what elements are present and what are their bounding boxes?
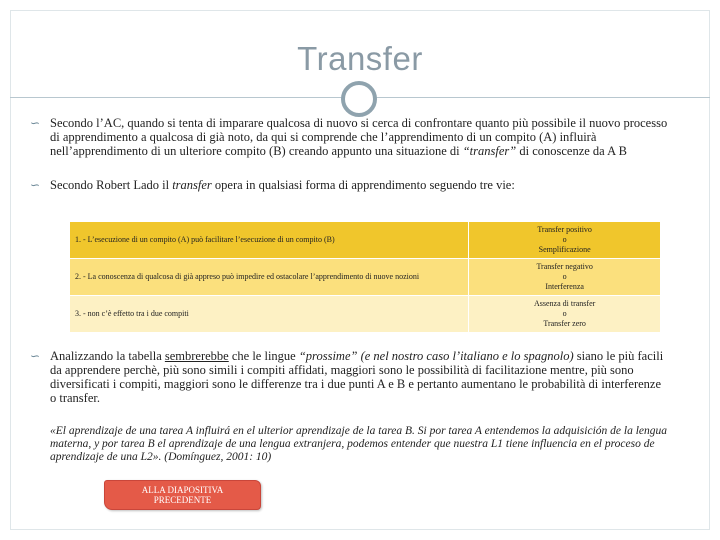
type-label: Transfer negativo (536, 262, 593, 271)
table-row (70, 222, 661, 259)
table-cell-type (469, 259, 661, 296)
bullet-text-part: siano le più facili da apprendere perchè, più sono simili i compiti affidati, maggiori sono le possibilità di facilitazione mentre, più sono diversificati i compiti, maggiori sono le differenze tra i due punti A e B e pertanto aumentano le probabilità di interferenze o transfer. (50, 349, 664, 405)
previous-slide-button[interactable] (104, 480, 261, 510)
bullet-text-part: Secondo l’AC, quando si tenta di imparare qualcosa di nuovo si cerca di confrontare quanto più possibile il nuovo processo di apprendimento a qualcosa di già noto, da qui si comprende che l’apprendimento di un compito (A) influirà nell’apprendimento di un ulteriore compito (B) creando appunto una situazione di (50, 116, 668, 158)
type-label-alt: Interferenza (545, 282, 584, 291)
bullet-emphasis: “transfer” (462, 144, 517, 158)
type-separator: o (562, 309, 567, 318)
bullet-text (30, 178, 670, 192)
type-label-alt: Semplificazione (538, 245, 591, 254)
swash-bullet-icon: ∽ (30, 178, 41, 192)
button-label-line: ALLA DIAPOSITIVA (141, 485, 224, 495)
type-label: Assenza di transfer (533, 299, 596, 308)
type-label-alt: Transfer zero (543, 319, 586, 328)
transfer-table (69, 221, 661, 333)
type-label: Transfer positivo (537, 225, 592, 234)
table-row (70, 296, 661, 333)
bullet-text-part: Secondo Robert Lado il (50, 178, 173, 192)
bullet-text-part: opera in qualsiasi forma di apprendimento seguendo tre vie: (211, 178, 515, 192)
bullet-text (30, 349, 670, 405)
table-cell-description: 2. - La conoscenza di qualcosa di già appreso può impedire ed ostacolare l’apprendimento di nuove nozioni (70, 259, 469, 296)
bullet-text-part: Analizzando la tabella (50, 349, 165, 363)
table-row (70, 259, 661, 296)
table-cell-description: 3. - non c’è effetto tra i due compiti (70, 296, 469, 333)
bullet-underline: sembrerebbe (164, 349, 229, 363)
type-separator: o (562, 272, 567, 281)
bullet-text-part: di conoscenze da A B (516, 144, 627, 158)
bullet-text (30, 116, 670, 158)
bullet-text-part: che le lingue (228, 349, 299, 363)
bullet-emphasis: transfer (172, 178, 212, 192)
quote-block: «El aprendizaje de una tarea A influirá en el ulterior aprendizaje de la tarea B. Si por tarea A entendemos la adquisición de la lengua materna, y por tarea B el aprendizaje de una lengua extranjera, podemos entender que nuestra L1 tiene influencia en el proceso de aprendizaje de una L2». (Domínguez, 2001: 10) (50, 425, 667, 463)
button-label-line: PRECEDENTE (153, 495, 212, 505)
table-cell-description: 1. - L’esecuzione di un compito (A) può facilitare l’esecuzione di un compito (B) (70, 222, 469, 259)
bullet-item-ac (30, 116, 670, 158)
bullet-item-analysis (30, 349, 670, 405)
bullet-emphasis: “prossime” (e nel nostro caso l’italiano e lo spagnolo) (298, 349, 574, 363)
slide-title: Transfer (297, 40, 423, 77)
swash-bullet-icon: ∽ (30, 116, 41, 130)
bullet-item-lado (30, 178, 670, 192)
ring-icon (341, 81, 377, 117)
table-cell-type (469, 222, 661, 259)
swash-bullet-icon: ∽ (30, 349, 41, 363)
table-cell-type (469, 296, 661, 333)
type-separator: o (562, 235, 567, 244)
